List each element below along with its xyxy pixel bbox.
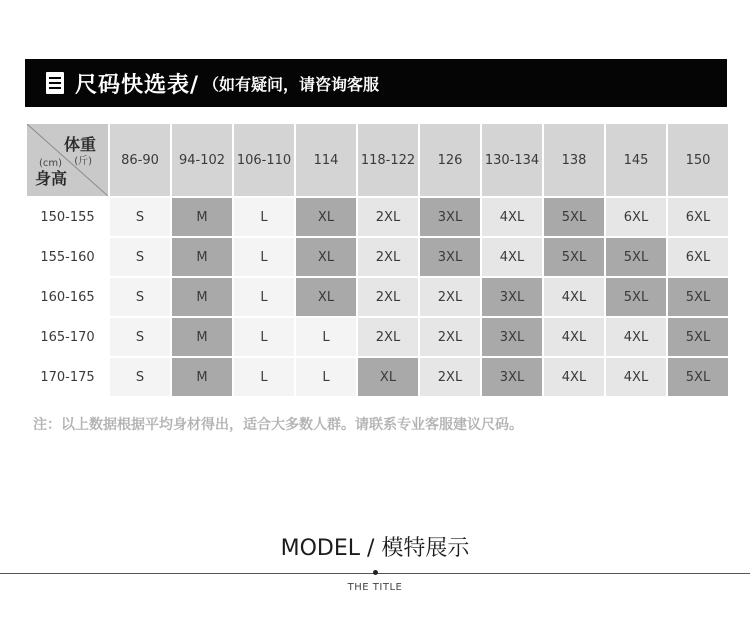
table-row [26, 197, 729, 237]
size-cell: 2XL [357, 197, 419, 237]
size-cell: 2XL [419, 357, 481, 397]
divider-dot [373, 570, 378, 575]
size-cell: 5XL [667, 317, 729, 357]
weight-column-header: 138 [543, 123, 605, 197]
size-cell: L [295, 317, 357, 357]
size-cell: L [295, 357, 357, 397]
size-cell: 3XL [419, 197, 481, 237]
document-icon [46, 72, 64, 94]
size-cell: S [109, 237, 171, 277]
size-cell: 4XL [543, 317, 605, 357]
size-cell: XL [357, 357, 419, 397]
size-cell: L [233, 357, 295, 397]
height-label: 身高 [35, 169, 68, 188]
size-cell: 6XL [667, 197, 729, 237]
size-cell: 5XL [543, 197, 605, 237]
size-cell: M [171, 197, 233, 237]
weight-column-header: 106-110 [233, 123, 295, 197]
weight-header-row [26, 123, 729, 197]
weight-column-header: 126 [419, 123, 481, 197]
table-row [26, 237, 729, 277]
height-row-header: 170-175 [26, 357, 109, 397]
size-cell: L [233, 197, 295, 237]
size-cell: 6XL [605, 197, 667, 237]
size-cell: 2XL [357, 317, 419, 357]
size-cell: S [109, 277, 171, 317]
size-cell: XL [295, 277, 357, 317]
height-unit: (cm) [39, 158, 63, 169]
model-section-subtitle: THE TITLE [347, 582, 403, 593]
size-cell: XL [295, 197, 357, 237]
weight-column-header: 118-122 [357, 123, 419, 197]
size-note: 注：以上数据根据平均身材得出，适合大多数人群。请联系专业客服建议尺码。 [33, 417, 523, 433]
size-cell: M [171, 317, 233, 357]
table-row [26, 357, 729, 397]
size-cell: L [233, 317, 295, 357]
size-cell: 4XL [605, 317, 667, 357]
weight-column-header: 150 [667, 123, 729, 197]
header-bar [25, 59, 727, 107]
size-cell: M [171, 277, 233, 317]
size-cell: 2XL [357, 277, 419, 317]
size-cell: 4XL [543, 277, 605, 317]
height-row-header: 155-160 [26, 237, 109, 277]
weight-label: 体重 [63, 135, 96, 154]
size-cell: 5XL [667, 357, 729, 397]
table-row [26, 277, 729, 317]
size-chart-title: 尺码快选表/ [75, 72, 200, 98]
size-cell: M [171, 357, 233, 397]
size-cell: 5XL [605, 277, 667, 317]
weight-unit: (斤) [74, 156, 92, 167]
size-cell: 6XL [667, 237, 729, 277]
size-cell: 4XL [481, 197, 543, 237]
size-cell: L [233, 237, 295, 277]
size-cell: 3XL [481, 277, 543, 317]
size-cell: 5XL [667, 277, 729, 317]
height-row-header: 165-170 [26, 317, 109, 357]
size-cell: 4XL [543, 357, 605, 397]
size-cell: 4XL [481, 237, 543, 277]
size-cell: 2XL [419, 317, 481, 357]
weight-column-header: 130-134 [481, 123, 543, 197]
size-chart-subtitle: （如有疑问，请咨询客服 [203, 74, 380, 94]
size-cell: 4XL [605, 357, 667, 397]
weight-column-header: 86-90 [109, 123, 171, 197]
size-table [25, 122, 730, 398]
size-cell: 3XL [419, 237, 481, 277]
size-cell: 2XL [357, 237, 419, 277]
table-corner-header [26, 123, 109, 197]
size-cell: S [109, 357, 171, 397]
model-section-title: MODEL / 模特展示 [280, 536, 470, 561]
size-cell: L [233, 277, 295, 317]
height-row-header: 160-165 [26, 277, 109, 317]
size-cell: 3XL [481, 317, 543, 357]
size-cell: 5XL [605, 237, 667, 277]
size-cell: S [109, 197, 171, 237]
weight-column-header: 114 [295, 123, 357, 197]
size-cell: 3XL [481, 357, 543, 397]
size-cell: M [171, 237, 233, 277]
size-cell: XL [295, 237, 357, 277]
weight-column-header: 94-102 [171, 123, 233, 197]
height-row-header: 150-155 [26, 197, 109, 237]
size-cell: S [109, 317, 171, 357]
weight-column-header: 145 [605, 123, 667, 197]
table-row [26, 317, 729, 357]
size-cell: 5XL [543, 237, 605, 277]
size-cell: 2XL [419, 277, 481, 317]
